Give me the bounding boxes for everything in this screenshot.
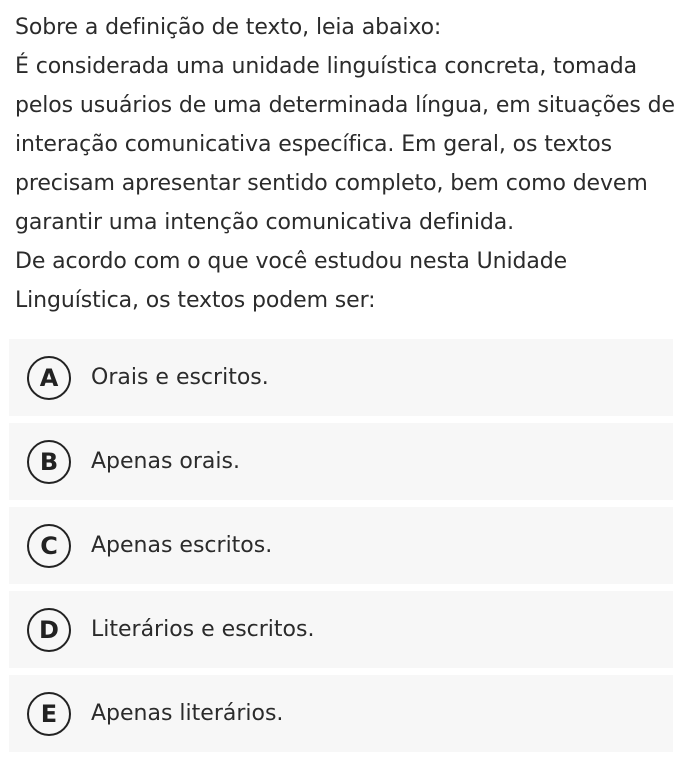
option-text-d: Literários e escritos. (91, 617, 315, 642)
option-letter-a: A (27, 356, 71, 400)
option-text-c: Apenas escritos. (91, 533, 273, 558)
option-c[interactable] (9, 507, 673, 584)
option-text-b: Apenas orais. (91, 449, 240, 474)
option-letter-e: E (27, 692, 71, 736)
option-d[interactable] (9, 591, 673, 668)
option-a[interactable] (9, 339, 673, 416)
question-passage: É considerada uma unidade linguística concreta, tomada pelos usuários de uma determinada língua, em situações de interação comunicativa específica. Em geral, os textos precisam apresentar sentido completo, bem como devem garantir uma intenção comunicativa definida. (15, 54, 675, 235)
option-text-a: Orais e escritos. (91, 365, 269, 390)
option-e[interactable] (9, 675, 673, 752)
option-text-e: Apenas literários. (91, 701, 284, 726)
answer-options (9, 339, 673, 759)
option-letter-c: C (27, 524, 71, 568)
question-prompt: De acordo com o que você estudou nesta Unidade Linguística, os textos podem ser: (15, 249, 568, 313)
option-b[interactable] (9, 423, 673, 500)
question-block (15, 8, 680, 320)
option-letter-b: B (27, 440, 71, 484)
option-letter-d: D (27, 608, 71, 652)
question-intro: Sobre a definição de texto, leia abaixo: (15, 15, 442, 40)
